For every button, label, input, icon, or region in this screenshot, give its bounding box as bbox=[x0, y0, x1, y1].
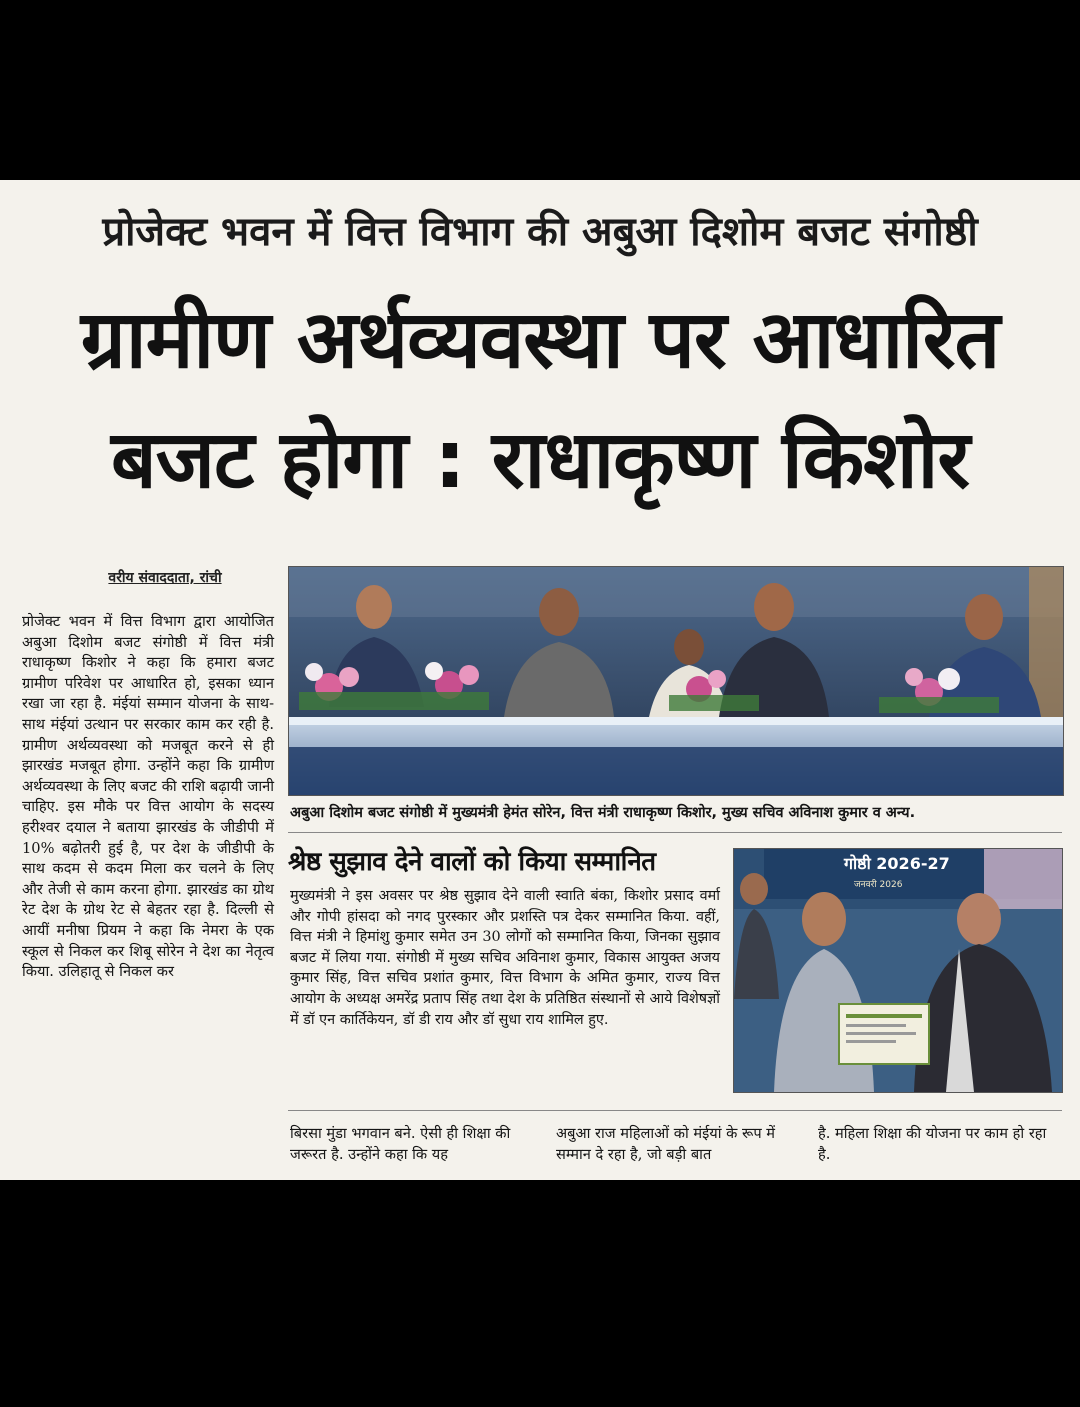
photo-award-ceremony bbox=[733, 848, 1063, 1093]
bottom-column-1: बिरसा मुंडा भगवान बने. ऐसी ही शिक्षा की जरूरत है. उन्होंने कहा कि यह bbox=[290, 1125, 511, 1163]
photo-conference-dais bbox=[288, 566, 1064, 796]
photo-conference-illustration bbox=[289, 567, 1063, 795]
byline: वरीय संवाददाता, रांची bbox=[108, 570, 222, 586]
divider bbox=[288, 832, 1062, 833]
newspaper-clipping bbox=[0, 180, 1080, 1180]
article-column-1: प्रोजेक्ट भवन में वित्त विभाग द्वारा आयोजित अबुआ दिशोम बजट संगोष्ठी में वित्त मंत्री राधाकृष्ण किशोर ने कहा कि हमारा बजट ग्रामीण परिवेश पर आधारित हो, इसका ध्यान रखा जा रहा है. मंईयां सम्मान योजना के साथ-साथ मंईयां उत्थान पर सरकार काम कर रही है. ग्रामीण अर्थव्यवस्था को मजबूत करने से ही झारखंड मजबूत होगा. उन्होंने कहा कि ग्रामीण अर्थव्यवस्था के लिए बजट की राशि बढ़ायी जानी चाहिए. इस मौके पर वित्त आयोग के सदस्य हरीश्वर दयाल ने बताया झारखंड के जीडीपी में 10% बढ़ोतरी हुई है, पर देश के जीडीपी के साथ कदम से कदम मिला कर चलने के लिए और तेजी से काम करना होगा. झारखंड का ग्रोथ रेट देश के ग्रोथ रेट से बेहतर रहा है. दिल्ली से आयीं मनीषा प्रियम ने कहा कि नेमरा के एक स्कूल से निकल कर शिबू सोरेन ने देश का नेतृत्व किया. उलिहातू से निकल कर bbox=[22, 613, 274, 981]
photo-caption: अबुआ दिशोम बजट संगोष्ठी में मुख्यमंत्री हेमंत सोरेन, वित्त मंत्री राधाकृष्ण किशोर, मुख्य सचिव अविनाश कुमार व अन्य. bbox=[290, 805, 916, 821]
divider-bottom bbox=[288, 1110, 1062, 1111]
banner-text-1: गोष्ठी 2026-27 bbox=[844, 854, 950, 873]
bottom-column-2: अबुआ राज महिलाओं को मंईयां के रूप में सम्मान दे रहा है, जो बड़ी बात bbox=[556, 1125, 775, 1163]
headline-line-1: ग्रामीण अर्थव्यवस्था पर आधारित bbox=[80, 293, 1000, 386]
photo-award-illustration bbox=[734, 849, 1062, 1092]
headline-line-2: बजट होगा : राधाकृष्ण किशोर bbox=[110, 413, 970, 506]
main-headline bbox=[14, 280, 1066, 520]
article-column-2: मुख्यमंत्री ने इस अवसर पर श्रेष्ठ सुझाव देने वाली स्वाति बंका, किशोर प्रसाद वर्मा और गोपी हांसदा को नगद पुरस्कार और प्रशस्ति पत्र देकर सम्मानित किया. वहीं, वित्त मंत्री ने हिमांशु कुमार समेत उन 30 लोगों को सम्मानित किया, जिनका सुझाव बजट में लिया गया. संगोष्ठी में मुख्य सचिव अविनाश कुमार, विकास आयुक्त अजय कुमार सिंह, वित्त सचिव प्रशांत कुमार, वित्त विभाग के अमित कुमार, राज्य वित्त आयोग के अध्यक्ष अमरेंद्र प्रताप सिंह तथा देश के प्रतिष्ठित संस्थानों से आये विशेषज्ञों में डॉ एन कार्तिकेयन, डॉ डी राय और डॉ सुधा राय शामिल हुए. bbox=[290, 888, 720, 1028]
banner-text-2: जनवरी 2026 bbox=[854, 880, 903, 890]
subheadline: श्रेष्ठ सुझाव देने वालों को किया सम्मानित bbox=[288, 847, 656, 877]
bottom-column-3: है. महिला शिक्षा की योजना पर काम हो रहा है. bbox=[818, 1125, 1047, 1163]
kicker-headline: प्रोजेक्ट भवन में वित्त विभाग की अबुआ दिशोम बजट संगोष्ठी bbox=[102, 209, 978, 255]
